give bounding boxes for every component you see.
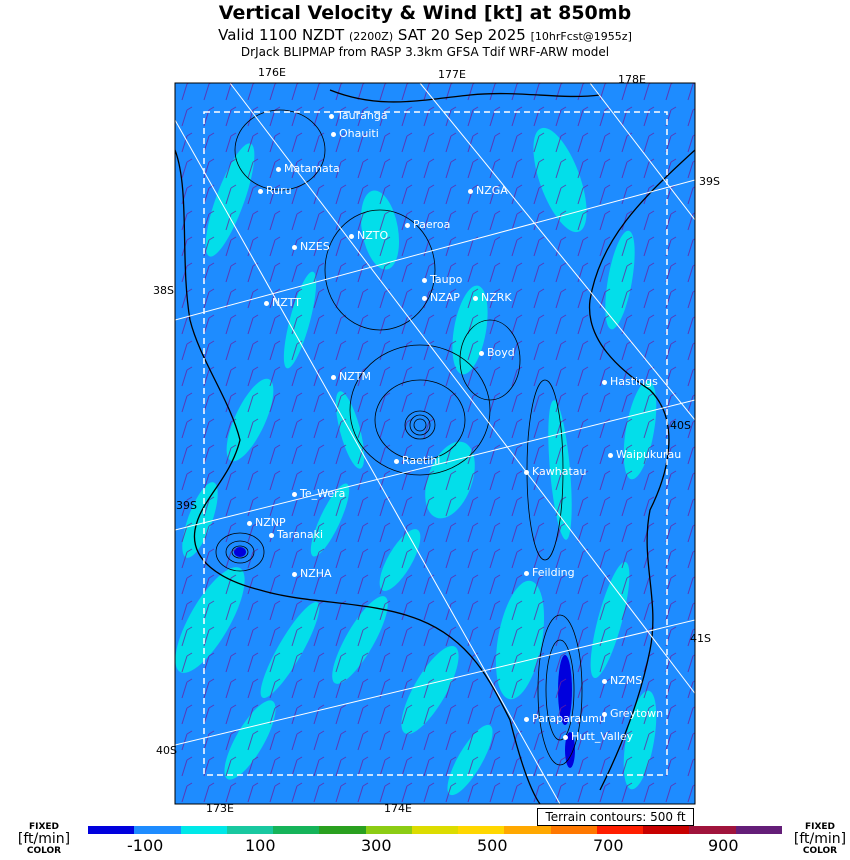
color-swatch — [273, 826, 319, 834]
place-nznp: NZNP — [247, 516, 286, 529]
place-nzga: NZGA — [468, 184, 508, 197]
place-matamata: Matamata — [276, 162, 340, 175]
place-tauranga: Tauranga — [329, 109, 388, 122]
place-nzha: NZHA — [292, 567, 332, 580]
lat-label-39s-right: 39S — [699, 175, 720, 188]
valid-main: Valid 1100 NZDT — [218, 26, 345, 44]
place-nzrk: NZRK — [473, 291, 512, 304]
valid-utc: (2200Z) — [349, 30, 394, 43]
forecast-info: [10hrFcst@1955z] — [530, 30, 632, 43]
lon-label-178e: 178E — [618, 73, 646, 86]
color-swatch — [227, 826, 273, 834]
color-swatch — [134, 826, 180, 834]
place-ruru: Ruru — [258, 184, 292, 197]
terrain-contour-note: Terrain contours: 500 ft — [537, 808, 694, 826]
place-waipukurau: Waipukurau — [608, 448, 681, 461]
legend-fixed-left: FIXED [ft/min] COLOR — [17, 822, 71, 856]
place-greytown: Greytown — [602, 707, 663, 720]
lon-label-177e: 177E — [438, 68, 466, 81]
chart-title: Vertical Velocity & Wind [kt] at 850mb — [218, 2, 632, 24]
place-nzms: NZMS — [602, 674, 642, 687]
lat-label-40s-left: 40S — [156, 744, 177, 757]
color-swatch — [458, 826, 504, 834]
place-taupo: Taupo — [422, 273, 462, 286]
color-swatch — [597, 826, 643, 834]
place-hastings: Hastings — [602, 375, 658, 388]
lon-label-176e: 176E — [258, 66, 286, 79]
lat-label-41s-right: 41S — [690, 632, 711, 645]
color-tick-label: 900 — [708, 836, 739, 855]
place-boyd: Boyd — [479, 346, 515, 359]
color-swatch — [504, 826, 550, 834]
lon-label-174e: 174E — [384, 802, 412, 815]
color-swatch — [643, 826, 689, 834]
place-paraparaumu: Paraparaumu — [524, 712, 606, 725]
wind-barbs — [175, 83, 695, 804]
place-kawhatau: Kawhatau — [524, 465, 587, 478]
place-nztt: NZTT — [264, 296, 301, 309]
color-scale-bar — [88, 826, 782, 834]
place-taranaki: Taranaki — [269, 528, 323, 541]
place-feilding: Feilding — [524, 566, 575, 579]
place-te-wera: Te_Wera — [292, 487, 345, 500]
lon-label-173e: 173E — [206, 802, 234, 815]
lat-label-39s-left: 39S — [176, 499, 197, 512]
place-hutt-valley: Hutt_Valley — [563, 730, 633, 743]
color-swatch — [88, 826, 134, 834]
place-nzap: NZAP — [422, 291, 460, 304]
place-ohauiti: Ohauiti — [331, 127, 379, 140]
color-tick-label: 100 — [245, 836, 276, 855]
color-swatch — [412, 826, 458, 834]
color-swatch — [319, 826, 365, 834]
lat-label-38s-left: 38S — [153, 284, 174, 297]
color-swatch — [736, 826, 782, 834]
valid-date: SAT 20 Sep 2025 — [397, 26, 526, 44]
color-tick-label: 700 — [593, 836, 624, 855]
color-swatch — [551, 826, 597, 834]
color-swatch — [689, 826, 735, 834]
lat-label-40s-right: 40S — [670, 419, 691, 432]
color-swatch — [366, 826, 412, 834]
color-tick-label: 500 — [477, 836, 508, 855]
place-nzto: NZTO — [349, 229, 388, 242]
color-tick-label: 300 — [361, 836, 392, 855]
place-paeroa: Paeroa — [405, 218, 450, 231]
model-line: DrJack BLIPMAP from RASP 3.3km GFSA Tdif WRF-ARW model — [240, 45, 610, 59]
place-raetihi: Raetihi — [394, 454, 440, 467]
color-tick-label: -100 — [127, 836, 164, 855]
place-nzes: NZES — [292, 240, 330, 253]
color-swatch — [181, 826, 227, 834]
place-nztm: NZTM — [331, 370, 371, 383]
map-field — [163, 83, 700, 804]
legend-fixed-right: FIXED [ft/min] COLOR — [793, 822, 847, 856]
